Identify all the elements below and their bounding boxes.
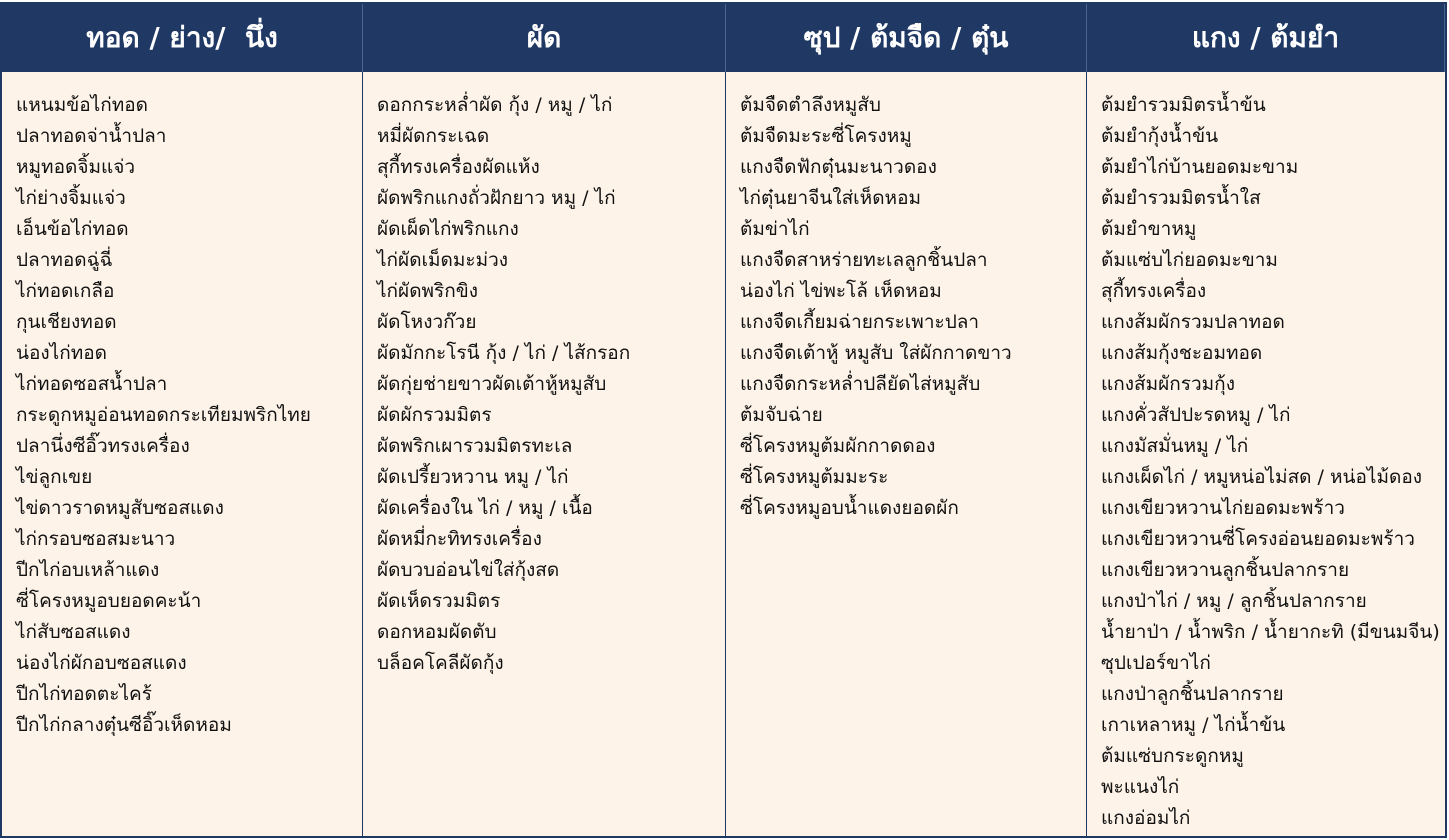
menu-table (0, 2, 1447, 838)
menu-item: แกงเผ็ดไก่ / หมูหน่อไม่สด / หน่อไม้ดอง (1101, 466, 1423, 488)
menu-item: ต้มยำขาหมู (1101, 218, 1197, 240)
menu-item: แกงเขียวหวานลูกชิ้นปลากราย (1101, 559, 1350, 581)
menu-item: ซี่โครงหมูต้มผักกาดดอง (740, 435, 936, 457)
menu-item: พะแนงไก่ (1101, 776, 1180, 798)
menu-item: แหนมข้อไก่ทอด (16, 94, 149, 116)
menu-item: ต้มจืดตำลึงหมูสับ (740, 94, 881, 116)
menu-item: ผัดเครื่องใน ไก่ / หมู / เนื้อ (377, 497, 593, 519)
column-curry-tom-yum (1087, 72, 1445, 836)
menu-item: ต้มยำรวมมิตรน้ำข้น (1101, 94, 1266, 116)
menu-item: ไก่กรอบซอสมะนาว (16, 528, 176, 550)
menu-item: แกงส้มผักรวมกุ้ง (1101, 373, 1235, 395)
menu-item: ผัดเห็ดรวมมิตร (377, 590, 501, 612)
menu-item: ซี่โครงหมูต้มมะระ (740, 466, 889, 488)
menu-item: หมูทอดจิ้มแจ่ว (16, 156, 136, 178)
menu-item: เกาเหลาหมู / ไก่น้ำข้น (1101, 714, 1286, 736)
menu-item: ต้มจับฉ่าย (740, 404, 823, 426)
menu-item: น้ำยาป่า / น้ำพริก / น้ำยากะทิ (มีขนมจีน) (1101, 621, 1440, 643)
menu-item: แกงจืดสาหร่ายทะเลลูกชิ้นปลา (740, 249, 988, 271)
menu-item: แกงเขียวหวานซี่โครงอ่อนยอดมะพร้าว (1101, 528, 1415, 550)
menu-item: ต้มยำรวมมิตรน้ำใส (1101, 187, 1261, 209)
menu-item: ต้มแซ่บกระดูกหมู (1101, 745, 1244, 767)
menu-item: ผัดผักรวมมิตร (377, 404, 492, 426)
menu-item: ไก่ทอดซอสน้ำปลา (16, 373, 168, 395)
menu-item: แกงคั่วสัปปะรดหมู / ไก่ (1101, 404, 1291, 426)
menu-item: เอ็นข้อไก่ทอด (16, 218, 129, 240)
menu-item: ซี่โครงหมูอบน้ำแดงยอดผัก (740, 497, 959, 519)
menu-item: ต้มยำไก่บ้านยอดมะขาม (1101, 156, 1299, 178)
menu-item: ไก่ผัดเม็ดมะม่วง (377, 249, 509, 271)
column-header-stir-fried: ผัด (363, 4, 726, 72)
menu-item: หมี่ผัดกระเฉด (377, 125, 490, 147)
menu-item: ปลาทอดจ่าน้ำปลา (16, 125, 167, 147)
menu-item: ต้มยำกุ้งน้ำข้น (1101, 125, 1219, 147)
menu-item: สุกี้ทรงเครื่อง (1101, 280, 1207, 302)
menu-item: แกงจืดกระหล่ำปลียัดไส่หมูสับ (740, 373, 981, 395)
menu-item: ไก่ย่างจิ้มแจ่ว (16, 187, 126, 209)
column-soup-clear-soup-stewed (726, 72, 1087, 836)
menu-item: ต้มแซ่บไก่ยอดมะขาม (1101, 249, 1278, 271)
menu-item: น่องไก่ ไข่พะโล้ เห็ดหอม (740, 280, 942, 302)
menu-item: ต้มข่าไก่ (740, 218, 810, 240)
menu-item: สุกี้ทรงเครื่องผัดแห้ง (377, 156, 540, 178)
menu-item: ปลานึ่งซีอิ๊วทรงเครื่อง (16, 435, 190, 457)
menu-item: ไก่ทอดเกลือ (16, 280, 115, 302)
column-header-curry-tom-yum: แกง / ต้มยำ (1087, 4, 1445, 72)
menu-item: ผัดบวบอ่อนไข่ใส่กุ้งสด (377, 559, 560, 581)
menu-item: ไก่สับซอสแดง (16, 621, 131, 643)
menu-item: แกงป่าไก่ / หมู / ลูกชิ้นปลากราย (1101, 590, 1367, 612)
menu-item: แกงมัสมั่นหมู / ไก่ (1101, 435, 1249, 457)
menu-item: แกงส้มกุ้งชะอมทอด (1101, 342, 1263, 364)
menu-item: ไก่ตุ๋นยาจีนใส่เห็ดหอม (740, 187, 922, 209)
menu-item: แกงจืดเต้าหู้ หมูสับ ใส่ผักกาดขาว (740, 342, 1012, 364)
menu-item: แกงจืดเกี้ยมฉ่ายกระเพาะปลา (740, 311, 980, 333)
menu-item: ผัดกุ่ยช่ายขาวผัดเต้าหู้หมูสับ (377, 373, 607, 395)
menu-item: กุนเชียงทอด (16, 311, 117, 333)
menu-item: ไข่ลูกเขย (16, 466, 93, 488)
menu-item: กระดูกหมูอ่อนทอดกระเทียมพริกไทย (16, 404, 311, 426)
menu-item: แกงส้มผักรวมปลาทอด (1101, 311, 1285, 333)
menu-item: ผัดเผ็ดไก่พริกแกง (377, 218, 519, 240)
menu-item: แกงป่าลูกชิ้นปลากราย (1101, 683, 1284, 705)
menu-item: ต้มจืดมะระซี่โครงหมู (740, 125, 912, 147)
menu-item: ปีกไก่ทอดตะไคร้ (16, 683, 152, 705)
menu-item: ดอกหอมผัดตับ (377, 621, 497, 643)
menu-item: แกงอ่อมไก่ (1101, 807, 1191, 829)
menu-item: บล็อคโคลีผัดกุ้ง (377, 652, 504, 674)
menu-item: แกงเขียวหวานไก่ยอดมะพร้าว (1101, 497, 1345, 519)
column-fried-grilled-steamed (2, 72, 363, 836)
menu-item: ไก่ผัดพริกขิง (377, 280, 479, 302)
column-header-soup-clear-soup-stewed: ซุป / ต้มจืด / ตุ๋น (726, 4, 1087, 72)
menu-item: ซี่โครงหมูอบยอดคะน้า (16, 590, 202, 612)
menu-item: น่องไก่ผักอบซอสแดง (16, 652, 187, 674)
menu-item: ผัดพริกแกงถั่วฝักยาว หมู / ไก่ (377, 187, 616, 209)
menu-item: ผัดโหงวก๊วย (377, 311, 477, 333)
column-stir-fried (363, 72, 726, 836)
menu-item: ผัดเปรี้ยวหวาน หมู / ไก่ (377, 466, 569, 488)
menu-item: น่องไก่ทอด (16, 342, 108, 364)
menu-item: ดอกกระหล่ำผัด กุ้ง / หมู / ไก่ (377, 94, 613, 116)
menu-item: แกงจืดฟักตุ๋นมะนาวดอง (740, 156, 937, 178)
menu-item: ปีกไก่กลางตุ๋นซีอิ๊วเห็ดหอม (16, 714, 232, 736)
menu-item: ผัดพริกเผารวมมิตรทะเล (377, 435, 573, 457)
menu-item: ซุปเปอร์ขาไก่ (1101, 652, 1211, 674)
menu-item: ปีกไก่อบเหล้าแดง (16, 559, 160, 581)
menu-item: ผัดหมี่กะทิทรงเครื่อง (377, 528, 542, 550)
menu-item: ไข่ดาวราดหมูสับซอสแดง (16, 497, 224, 519)
menu-item: ปลาทอดฉู่ฉี่ (16, 249, 113, 271)
menu-item: ผัดมักกะโรนี กุ้ง / ไก่ / ไส้กรอก (377, 342, 631, 364)
column-header-fried-grilled-steamed: ทอด / ย่าง/ นึ่ง (2, 4, 363, 72)
